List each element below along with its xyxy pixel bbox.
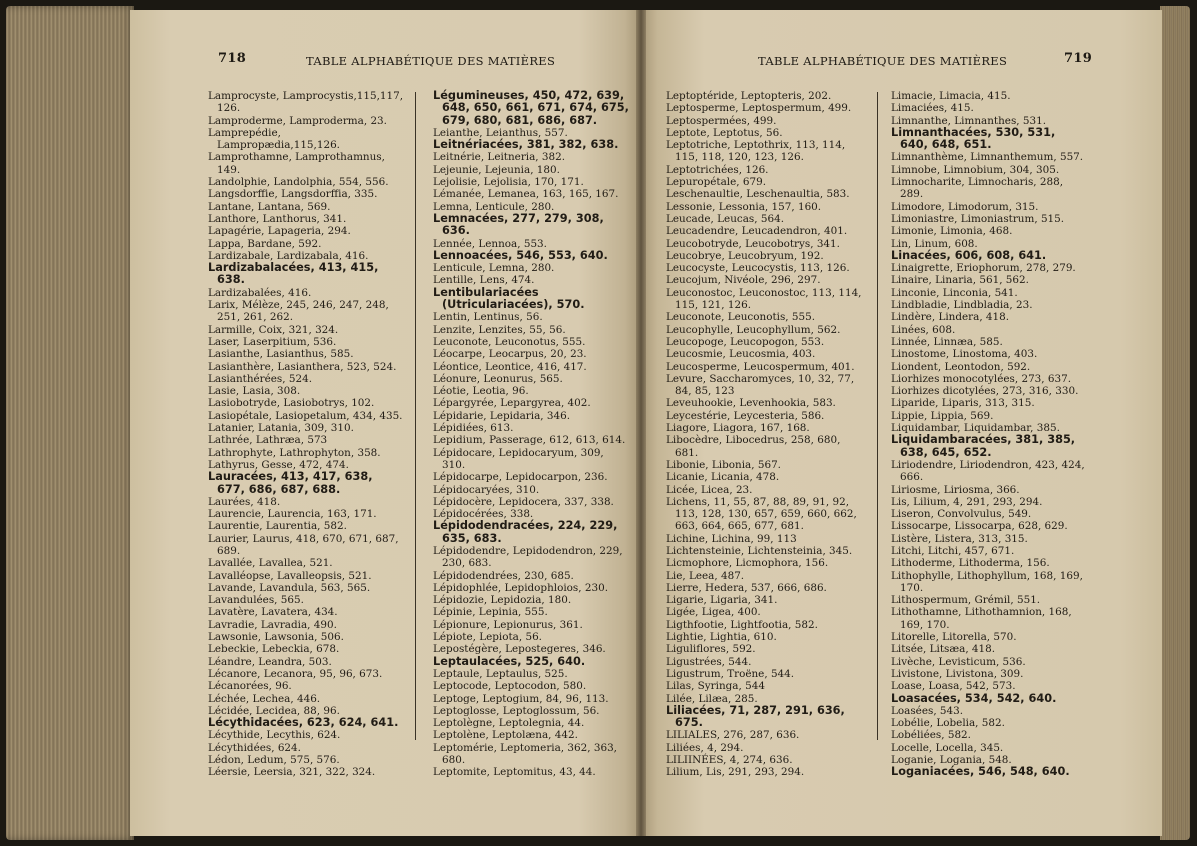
index-entry: Leucojum, Nivéole, 296, 297. [666, 274, 821, 287]
index-entry: Légumineuses, 450, 472, 639, 648, 650, 661, 671, 674, 675, 679, 680, 681, 686, 687. [433, 89, 629, 127]
index-entry: Lentibulariacées (Utriculariacées), 570. [433, 285, 585, 312]
index-entry: Lappa, Bardane, 592. [208, 237, 322, 250]
index-entry: Lasie, Lasia, 308. [208, 385, 301, 398]
index-entry: LILIINÉES, 4, 274, 636. [666, 754, 793, 767]
index-entry: Limodore, Limodorum, 315. [891, 200, 1039, 213]
index-entry: Liguliflores, 592. [666, 643, 756, 656]
index-entry: Lardizabalées, 416. [208, 286, 312, 299]
index-entry: Leptomite, Leptomitus, 43, 44. [433, 766, 596, 779]
index-entry: Leptotrichées, 126. [666, 163, 769, 176]
index-entry: Lavatère, Lavatera, 434. [208, 606, 338, 619]
right-page-header [642, 51, 1162, 73]
index-entry: Lindère, Lindera, 418. [891, 311, 1010, 324]
index-entry: Lavalléopse, Lavalleopsis, 521. [208, 569, 372, 582]
index-entry: Lithophylle, Lithophyllum, 168, 169, 170. [891, 569, 1083, 594]
index-entry: Leschenaultie, Leschenaultia, 583. [666, 188, 850, 201]
index-entry: Liorhizes dicotylées, 273, 316, 330. [891, 385, 1079, 398]
index-entry: Landolphie, Landolphia, 554, 556. [208, 176, 389, 189]
index-entry: Liquidambaracées, 381, 385, 638, 645, 652. [891, 433, 1076, 459]
index-entry: Laurées, 418. [208, 495, 281, 508]
index-entry: Leptote, Leptotus, 56. [666, 126, 783, 139]
index-entry: Lentille, Lens, 474. [433, 274, 535, 287]
index-entry: Lasianthère, Lasianthera, 523, 524. [208, 360, 397, 373]
index-entry: Lilée, Lilæa, 285. [666, 692, 758, 705]
index-entry: Licée, Licea, 23. [666, 483, 753, 496]
index-entry: LILIALES, 276, 287, 636. [666, 729, 800, 742]
index-entry: Linnée, Linnæa, 585. [891, 335, 1003, 348]
page-edges-left [6, 6, 134, 840]
index-entry: Lessonie, Lessonia, 157, 160. [666, 200, 822, 213]
index-entry: Ligustrées, 544. [666, 655, 752, 668]
index-entry: Livèche, Levisticum, 536. [891, 655, 1026, 668]
index-entry: Limonie, Limonia, 468. [891, 225, 1013, 238]
index-entry: Leucophylle, Leucophyllum, 562. [666, 323, 841, 336]
index-entry: Lepidium, Passerage, 612, 613, 614. [433, 434, 626, 447]
index-entry: Lépinie, Lepinia, 555. [433, 606, 548, 619]
index-entry: Limnanthème, Limnanthemum, 557. [891, 151, 1084, 164]
index-entry: Lépidocérées, 338. [433, 508, 534, 521]
index-entry: Liliacées, 71, 287, 291, 636, 675. [666, 703, 845, 730]
index-entry: Leuconostoc, Leuconostoc, 113, 114, 115, 121, 126. [666, 286, 862, 312]
index-entry: Lavradie, Lavradia, 490. [208, 618, 337, 631]
index-entry: Lamprothamne, Lamprothamnus, 149. [208, 151, 385, 176]
index-entry: Lauracées, 413, 417, 638, 677, 686, 687, 688. [208, 470, 373, 496]
index-entry: Leptoglosse, Leptoglossum, 56. [433, 704, 600, 717]
index-entry: Leuconote, Leuconotis, 555. [666, 311, 816, 324]
index-entry: Leianthe, Leianthus, 557. [433, 126, 568, 139]
index-entry: Leveuhookie, Levenhookia, 583. [666, 397, 836, 410]
index-entry: Lemna, Lenticule, 280. [433, 200, 555, 213]
index-entry: Lardizabale, Lardizabala, 416. [208, 249, 369, 262]
index-entry: Lis, Lilium, 4, 291, 293, 294. [891, 495, 1043, 508]
index-entry: Lindbladie, Lindbladia, 23. [891, 299, 1033, 312]
index-entry: Lépionure, Lepionurus, 361. [433, 618, 583, 631]
index-entry: Lobéliées, 582. [891, 729, 971, 742]
index-entry: Lichine, Lichina, 99, 113 [666, 532, 797, 545]
index-entry: Leucopoge, Leucopogon, 553. [666, 335, 825, 348]
index-entry: Licmophore, Licmophora, 156. [666, 557, 829, 570]
index-entry: Lepostégère, Lepostegeres, 346. [433, 643, 606, 656]
index-entry: Lie, Leea, 487. [666, 569, 745, 582]
page-edges-right [1160, 6, 1190, 840]
index-entry: Lépargyrée, Lepargyrea, 402. [433, 397, 591, 410]
index-entry: Lilas, Syringa, 544 [666, 680, 765, 693]
index-entry: Lamprocyste, Lamprocystis,115,117, 126. [208, 90, 404, 115]
index-entry: Loganie, Logania, 548. [891, 754, 1012, 767]
index-entry: Liseron, Convolvulus, 549. [891, 508, 1032, 521]
index-entry: Loasées, 543. [891, 704, 964, 717]
index-entry: Liparide, Liparis, 313, 315. [891, 397, 1035, 410]
index-entry: Leucosperme, Leucospermum, 401. [666, 360, 855, 373]
index-entry: Lépidocère, Lepidocera, 337, 338. [433, 495, 614, 508]
index-entry: Larix, Mélèze, 245, 246, 247, 248, 251, 261, 262. [208, 299, 389, 324]
index-entry: Linées, 608. [891, 323, 956, 336]
index-entry: Lejolisie, Lejolisia, 170, 171. [433, 176, 584, 189]
index-entry: Limoniastre, Limoniastrum, 515. [891, 212, 1065, 225]
index-entry: Livistone, Livistona, 309. [891, 667, 1024, 680]
index-entry: Limacie, Limacia, 415. [891, 90, 1011, 102]
index-entry: Loase, Loasa, 542, 573. [891, 680, 1016, 693]
index-entry: Lasiopétale, Lasiopetalum, 434, 435. [208, 409, 403, 422]
index-entry: Lichens, 11, 55, 87, 88, 89, 91, 92, 113, 128, 130, 657, 659, 660, 662, 663, 664, 665, 677, 681. [666, 495, 857, 533]
index-entry: Leptaule, Leptaulus, 525. [433, 667, 568, 680]
index-entry: Lépidodendre, Lepidodendron, 229, 230, 683. [433, 544, 623, 570]
index-entry: Lépidocarpe, Lepidocarpon, 236. [433, 471, 608, 484]
index-entry: Litsée, Litsæa, 418. [891, 643, 996, 656]
right-page-title: TABLE ALPHABÉTIQUE DES MATIÈRES [758, 54, 1008, 68]
index-entry: Ligarie, Ligaria, 341. [666, 594, 778, 607]
index-entry: Liquidambar, Liquidambar, 385. [891, 422, 1060, 435]
index-entry: Licanie, Licania, 478. [666, 471, 780, 484]
left-column-rule [415, 92, 416, 740]
index-entry: Lépidodendrées, 230, 685. [433, 569, 574, 582]
index-entry: Limnanthacées, 530, 531, 640, 648, 651. [891, 125, 1056, 152]
index-entry: Lathyrus, Gesse, 472, 474. [208, 458, 349, 471]
index-entry: Leucobotryde, Leucobotrys, 341. [666, 237, 840, 250]
index-entry: Lasianthe, Lasianthus, 585. [208, 348, 354, 361]
index-entry: Lemnacées, 277, 279, 308, 636. [433, 211, 604, 238]
index-entry: Lennoacées, 546, 553, 640. [433, 248, 608, 262]
index-entry: Lasiobotryde, Lasiobotrys, 102. [208, 397, 375, 410]
index-entry: Lécythidacées, 623, 624, 641. [208, 716, 399, 730]
index-entry: Lasianthérées, 524. [208, 372, 312, 385]
index-entry: Liorhizes monocotylées, 273, 637. [891, 372, 1072, 385]
index-entry: Loasacées, 534, 542, 640. [891, 691, 1057, 705]
index-entry: Lithothamne, Lithothamnion, 168, 169, 170. [891, 606, 1072, 631]
index-entry: Lilium, Lis, 291, 293, 294. [666, 766, 805, 779]
index-entry: Leitnérie, Leitneria, 382. [433, 151, 566, 164]
index-entry: Listère, Listera, 313, 315. [891, 532, 1028, 545]
index-entry: Lépidozie, Lepidozia, 180. [433, 594, 572, 607]
index-entry: Liliées, 4, 294. [666, 741, 744, 754]
index-entry: Linaire, Linaria, 561, 562. [891, 274, 1029, 287]
index-entry: Lejeunie, Lejeunia, 180. [433, 163, 560, 176]
index-entry: Lightie, Lightia, 610. [666, 631, 777, 644]
index-entry: Leucade, Leucas, 564. [666, 212, 784, 225]
index-entry: Leuconote, Leuconotus, 555. [433, 335, 586, 348]
index-entry: Liagore, Liagora, 167, 168. [666, 422, 810, 435]
index-entry: Lamprepédie, Lampropædia,115,126. [208, 126, 340, 152]
index-entry: Lavallée, Lavallea, 521. [208, 557, 333, 570]
index-entry: Lin, Linum, 608. [891, 237, 978, 250]
index-entry: Leptolègne, Leptolegnia, 44. [433, 717, 585, 730]
index-entry: Lépidodendracées, 224, 229, 635, 683. [433, 519, 618, 545]
index-entry: Lépidophlée, Lepidophloios, 230. [433, 581, 609, 594]
index-entry: Lanthore, Lanthorus, 341. [208, 212, 347, 225]
index-entry: Lavandulées, 565. [208, 594, 304, 607]
index-entry: Léandre, Leandra, 503. [208, 655, 332, 668]
index-entry: Linacées, 606, 608, 641. [891, 248, 1047, 262]
index-entry: Leptoge, Leptogium, 84, 96, 113. [433, 692, 609, 705]
index-entry: Lenticule, Lemna, 280. [433, 262, 555, 275]
index-entry: Léersie, Leersia, 321, 322, 324. [208, 766, 376, 779]
index-entry: Lithoderme, Lithoderma, 156. [891, 557, 1050, 570]
index-entry: Liriodendre, Liriodendron, 423, 424, 666. [891, 458, 1085, 484]
index-entry: Lécanore, Lecanora, 95, 96, 673. [208, 667, 383, 680]
left-page-column-1 [208, 90, 404, 779]
index-entry: Lécanorées, 96. [208, 680, 292, 693]
index-entry: Leptotriche, Leptothrix, 113, 114, 115, 118, 120, 123, 126. [666, 139, 846, 164]
index-entry: Lepuropétale, 679. [666, 176, 766, 189]
index-entry: Leitnériacées, 381, 382, 638. [433, 138, 619, 152]
index-entry: Limaciées, 415. [891, 102, 974, 115]
index-entry: Linaigrette, Eriophorum, 278, 279. [891, 262, 1076, 275]
index-entry: Lavande, Lavandula, 563, 565. [208, 581, 371, 594]
index-entry: Loganiacées, 546, 548, 640. [891, 765, 1070, 779]
index-entry: Locelle, Locella, 345. [891, 741, 1004, 754]
index-entry: Langsdorffie, Langsdorffia, 335. [208, 188, 378, 201]
index-entry: Laurier, Laurus, 418, 670, 671, 687, 689. [208, 532, 399, 557]
index-entry: Lierre, Hedera, 537, 666, 686. [666, 581, 827, 594]
index-entry: Lawsonie, Lawsonia, 506. [208, 631, 344, 644]
left-page-header [130, 51, 640, 73]
right-column-rule [877, 92, 878, 740]
index-entry: Lentin, Lentinus, 56. [433, 311, 543, 324]
index-entry: Lenzite, Lenzites, 55, 56. [433, 323, 566, 336]
index-entry: Ligthfootie, Lightfootia, 582. [666, 618, 818, 631]
index-entry: Leucosmie, Leucosmia, 403. [666, 348, 816, 361]
index-entry: Laurencie, Laurencia, 163, 171. [208, 508, 377, 521]
index-entry: Leycestérie, Leycesteria, 586. [666, 409, 825, 422]
index-entry: Lécidée, Lecidea, 88, 96. [208, 704, 340, 717]
index-entry: Léocarpe, Leocarpus, 20, 23. [433, 348, 587, 361]
index-entry: Lépidocaryées, 310. [433, 483, 540, 496]
index-entry: Leptolène, Leptolæna, 442. [433, 729, 578, 742]
index-entry: Lépidarie, Lepidaria, 346. [433, 409, 571, 422]
index-entry: Leptocode, Leptocodon, 580. [433, 680, 587, 693]
index-entry: Leucocyste, Leucocystis, 113, 126. [666, 262, 850, 275]
index-entry: Lépiote, Lepiota, 56. [433, 631, 542, 644]
index-entry: Limnanthe, Limnanthes, 531. [891, 114, 1047, 127]
index-entry: Lamproderme, Lamproderma, 23. [208, 114, 387, 127]
index-entry: Lécythide, Lecythis, 624. [208, 729, 341, 742]
index-entry: Litchi, Litchi, 457, 671. [891, 544, 1015, 557]
index-entry: Laurentie, Laurentia, 582. [208, 520, 347, 533]
index-entry: Liondent, Leontodon, 592. [891, 360, 1031, 373]
index-entry: Lichtensteinie, Lichtensteinia, 345. [666, 544, 853, 557]
index-entry: Limnocharite, Limnocharis, 288, 289. [891, 176, 1064, 201]
index-entry: Lithospermum, Grémil, 551. [891, 594, 1041, 607]
index-entry: Ligée, Ligea, 400. [666, 606, 761, 619]
right-page-number: 719 [1064, 51, 1093, 66]
index-entry: Limnobe, Limnobium, 304, 305. [891, 163, 1060, 176]
index-entry: Lennée, Lennoa, 553. [433, 237, 547, 250]
index-entry: Libonie, Libonia, 567. [666, 458, 781, 471]
index-entry: Lobélie, Lobelia, 582. [891, 717, 1005, 730]
index-entry: Levure, Saccharomyces, 10, 32, 77, 84, 85, 123 [666, 372, 855, 398]
right-page-column-1 [666, 90, 862, 779]
index-entry: Lebeckie, Lebeckia, 678. [208, 643, 340, 656]
index-entry: Lémanée, Lemanea, 163, 165, 167. [433, 188, 619, 201]
index-entry: Linostome, Linostoma, 403. [891, 348, 1038, 361]
index-entry: Lissocarpe, Lissocarpa, 628, 629. [891, 520, 1068, 533]
index-entry: Léotie, Leotia, 96. [433, 385, 529, 398]
index-entry: Léonure, Leonurus, 565. [433, 372, 563, 385]
left-page-title: TABLE ALPHABÉTIQUE DES MATIÈRES [306, 54, 556, 68]
index-entry: Lédon, Ledum, 575, 576. [208, 754, 340, 767]
index-entry: Leptoptéride, Leptopteris, 202. [666, 90, 832, 102]
left-page-number: 718 [218, 51, 247, 66]
index-entry: Leptosperme, Leptospermum, 499. [666, 102, 852, 115]
index-entry: Litorelle, Litorella, 570. [891, 631, 1017, 644]
index-entry: Lécythidées, 624. [208, 741, 301, 754]
index-entry: Leucadendre, Leucadendron, 401. [666, 225, 848, 238]
left-page-column-2 [433, 90, 629, 779]
index-entry: Lathrée, Lathræa, 573 [208, 434, 328, 447]
book-gutter [636, 10, 646, 836]
index-entry: Lathrophyte, Lathrophyton, 358. [208, 446, 381, 459]
index-entry: Ligustrum, Troëne, 544. [666, 667, 795, 680]
index-entry: Larmille, Coix, 321, 324. [208, 323, 339, 336]
index-entry: Lardizabalacées, 413, 415, 638. [208, 261, 379, 287]
index-entry: Leucobrye, Leucobryum, 192. [666, 249, 824, 262]
index-entry: Lantane, Lantana, 569. [208, 200, 331, 213]
index-entry: Léchée, Lechea, 446. [208, 692, 321, 705]
index-entry: Léontice, Leontice, 416, 417. [433, 360, 587, 373]
index-entry: Liriosme, Liriosma, 366. [891, 483, 1020, 496]
right-page-column-2 [891, 90, 1087, 779]
index-entry: Leptaulacées, 525, 640. [433, 654, 586, 668]
index-entry: Leptomérie, Leptomeria, 362, 363, 680. [433, 741, 617, 767]
index-entry: Libocèdre, Libocedrus, 258, 680, 681. [666, 434, 841, 459]
index-entry: Lépidocare, Lepidocaryum, 309, 310. [433, 446, 604, 471]
index-entry: Lépidiées, 613. [433, 422, 514, 435]
index-entry: Latanier, Latania, 309, 310. [208, 422, 354, 435]
index-entry: Leptospermées, 499. [666, 114, 777, 127]
index-entry: Linconie, Linconia, 541. [891, 286, 1018, 299]
index-entry: Laser, Laserpitium, 536. [208, 335, 337, 348]
index-entry: Lapagérie, Lapageria, 294. [208, 225, 351, 238]
index-entry: Lippie, Lippia, 569. [891, 409, 994, 422]
